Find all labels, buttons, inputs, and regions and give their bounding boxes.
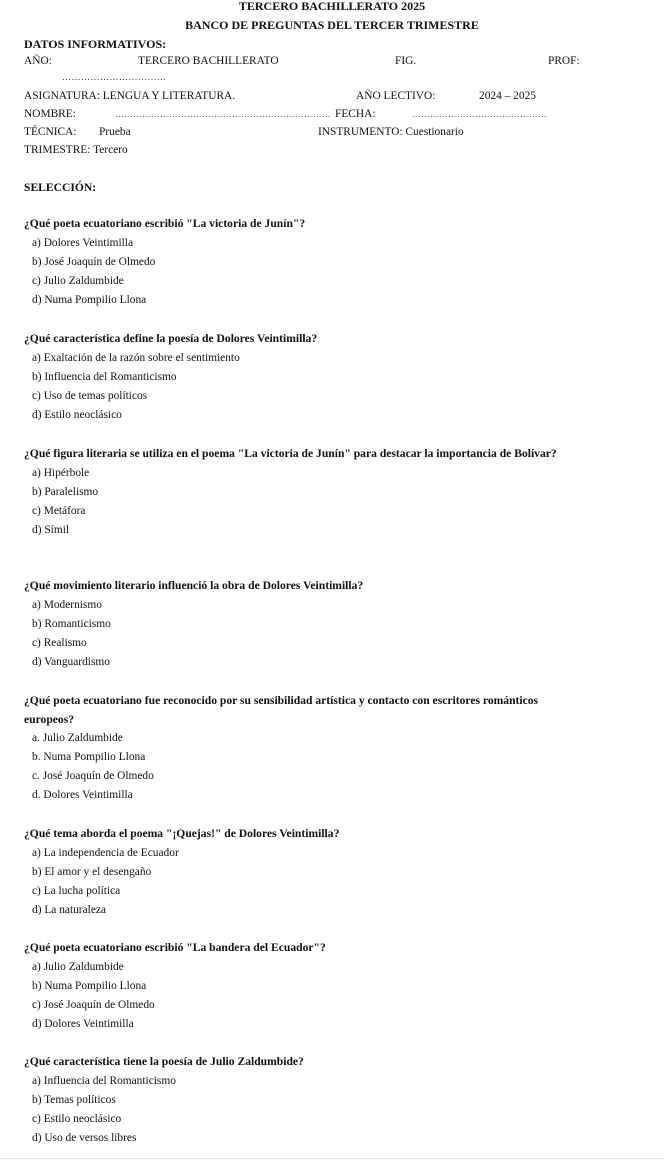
question-stem: ¿Qué característica tiene la poesía de Julio Zaldumbide?: [24, 1055, 304, 1068]
answer-option: d. Dolores Veintimilla: [32, 789, 133, 801]
question-3: [24, 445, 584, 540]
question-8: [24, 1053, 584, 1148]
answer-option: c) La lucha política: [32, 884, 121, 897]
answer-option: a) Julio Zaldumbide: [32, 960, 124, 973]
answer-option: a) Exaltación de la razón sobre el sentimiento: [32, 351, 240, 364]
answer-option: a. Julio Zaldumbide: [32, 732, 123, 744]
answer-option: d) Dolores Veintimilla: [32, 1017, 134, 1030]
anio-label: AÑO:: [24, 55, 52, 67]
asignatura-line: ASIGNATURA: LENGUA Y LITERATURA.: [24, 90, 236, 102]
question-stem: ¿Qué poeta ecuatoriano escribió "La victoria de Junín"?: [24, 217, 306, 230]
info-title: DATOS INFORMATIVOS:: [24, 37, 167, 51]
question-1: [24, 215, 584, 310]
section-title: SELECCIÓN:: [24, 181, 97, 194]
question-5: [24, 692, 584, 805]
answer-option: d) Numa Pompilio Llona: [32, 293, 147, 306]
answer-option: d) Estilo neoclásico: [32, 408, 122, 421]
answer-option: c) Estilo neoclásico: [32, 1112, 122, 1125]
question-stem: ¿Qué tema aborda el poema "¡Quejas!" de Dolores Veintimilla?: [24, 827, 340, 840]
answer-option: c) Uso de temas políticos: [32, 389, 148, 402]
trimestre-line: TRIMESTRE: Tercero: [24, 144, 128, 156]
fig-label: FIG.: [395, 55, 417, 67]
answer-option: b) Paralelismo: [32, 485, 99, 498]
answer-option: d) Símil: [32, 523, 70, 536]
fecha-dots: ………………………………………: [412, 109, 547, 119]
lectivo-value: 2024 – 2025: [479, 90, 536, 102]
answer-option: c) José Joaquín de Olmedo: [32, 998, 155, 1011]
document-heading-line1: TERCERO BACHILLERATO 2025: [238, 0, 426, 13]
document-heading-line2: BANCO DE PREGUNTAS DEL TERCER TRIMESTRE: [185, 18, 479, 32]
prof-dots: ……………………………: [62, 72, 167, 82]
answer-option: d) La naturaleza: [32, 903, 106, 916]
answer-option: b) El amor y el desengaño: [32, 865, 152, 878]
answer-option: b) Temas políticos: [32, 1093, 116, 1106]
answer-option: a) Dolores Veintimilla: [32, 236, 134, 249]
answer-option: a) La independencia de Ecuador: [32, 846, 179, 859]
question-stem: ¿Qué característica define la poesía de Dolores Veintimilla?: [24, 332, 318, 345]
answer-option: c) Julio Zaldumbide: [32, 274, 124, 287]
answer-option: b) Numa Pompilio Llona: [32, 979, 147, 992]
answer-option: b) Influencia del Romanticismo: [32, 370, 177, 383]
question-stem: ¿Qué movimiento literario influenció la obra de Dolores Veintimilla?: [24, 579, 364, 592]
instrumento-line: INSTRUMENTO: Cuestionario: [318, 126, 464, 138]
answer-option: c) Realismo: [32, 636, 87, 649]
lectivo-label: AÑO LECTIVO:: [356, 90, 436, 102]
answer-option: d) Vanguardismo: [32, 655, 110, 668]
page-bottom-edge: [0, 1158, 664, 1159]
answer-option: a) Hipérbole: [32, 466, 90, 479]
answer-option: c) Metáfora: [32, 504, 86, 517]
answer-option: b) José Joaquín de Olmedo: [32, 255, 156, 268]
answer-option: d) Uso de versos libres: [32, 1131, 137, 1144]
answer-option: a) Influencia del Romanticismo: [32, 1074, 176, 1087]
question-6: [24, 825, 584, 920]
tecnica-value: Prueba: [99, 126, 131, 138]
answer-option: a) Modernismo: [32, 598, 102, 611]
tecnica-label: TÉCNICA:: [24, 126, 77, 138]
question-stem: ¿Qué figura literaria se utiliza en el poema "La victoria de Junín" para destacar la importancia de Bolívar?: [24, 447, 557, 460]
answer-option: b) Romanticismo: [32, 617, 111, 630]
question-stem: ¿Qué poeta ecuatoriano escribió "La bandera del Ecuador"?: [24, 941, 326, 954]
nombre-dots: ………………………………………………………………: [115, 109, 331, 119]
answer-option: c. José Joaquín de Olmedo: [32, 770, 154, 782]
fecha-label: FECHA:: [335, 108, 376, 120]
question-4: [24, 577, 584, 672]
nombre-label: NOMBRE:: [24, 108, 76, 120]
prof-label: PROF:: [548, 55, 580, 67]
answer-option: b. Numa Pompilio Llona: [32, 751, 146, 763]
question-7: [24, 939, 584, 1034]
anio-value: TERCERO BACHILLERATO: [138, 55, 279, 67]
question-2: [24, 330, 584, 425]
question-stem: ¿Qué poeta ecuatoriano fue reconocido por su sensibilidad artística y contacto con escritores románticos europeos?: [24, 694, 539, 726]
